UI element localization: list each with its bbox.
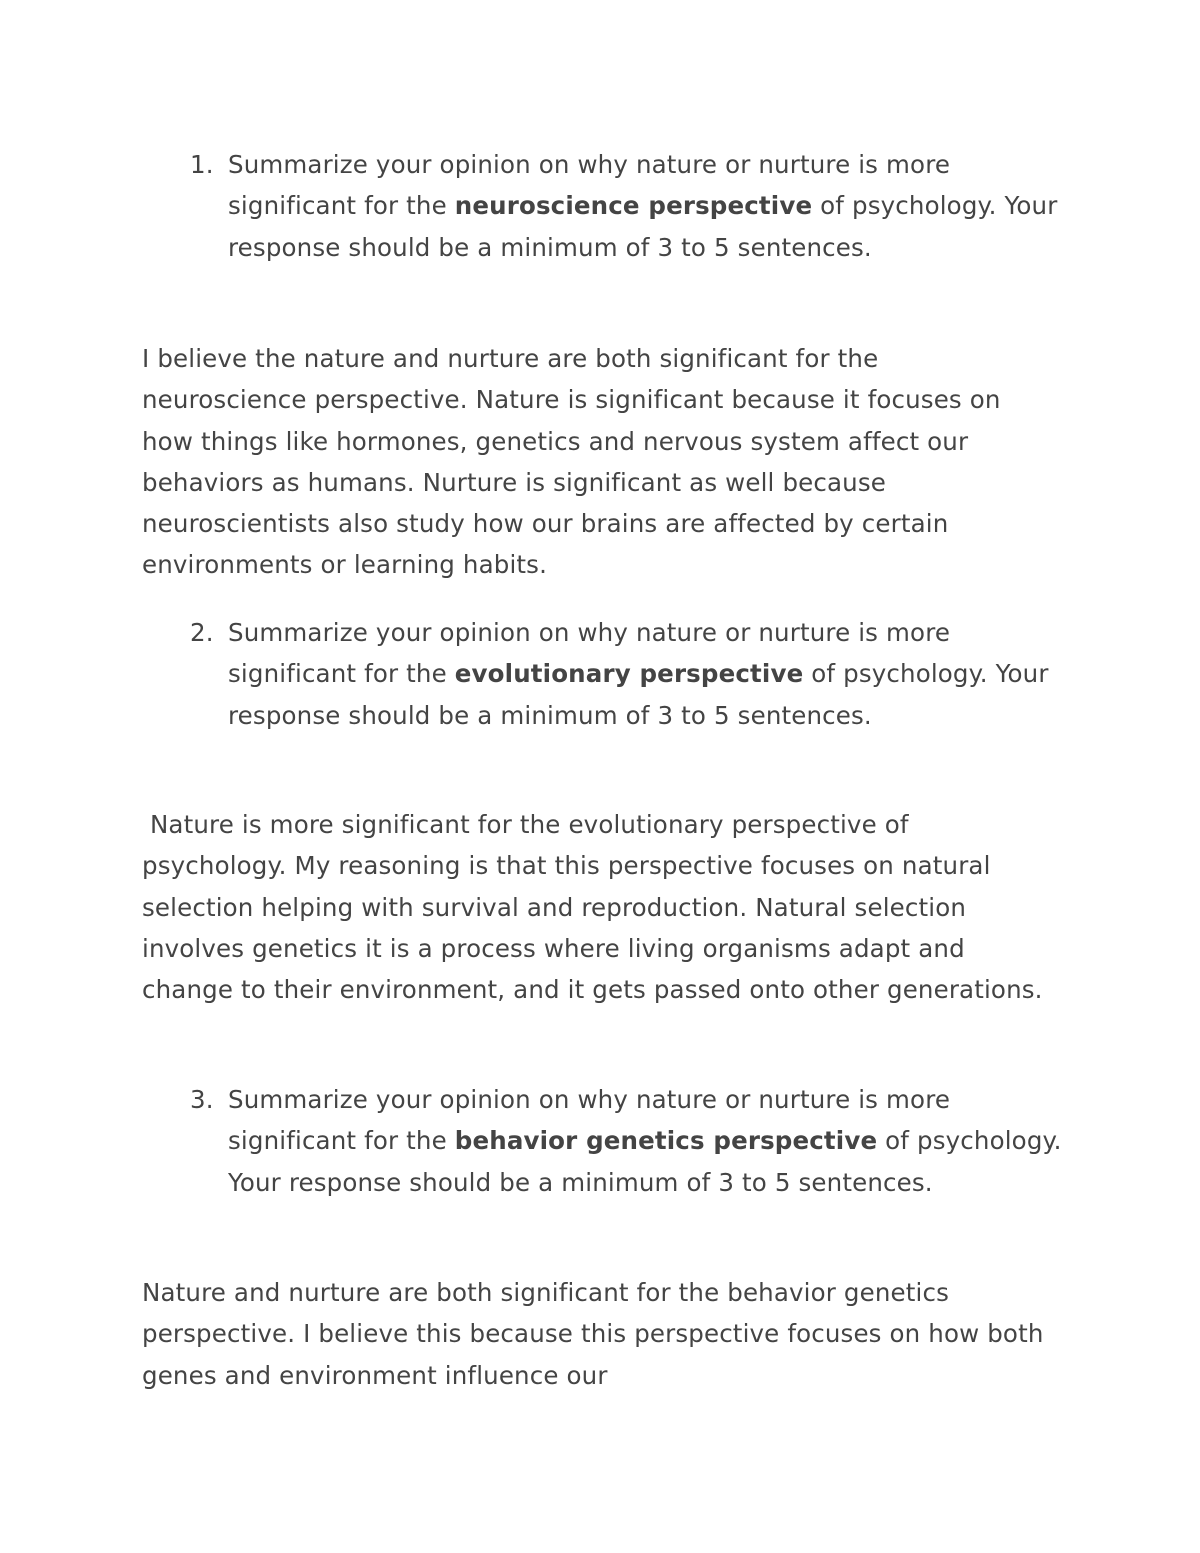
question-3-text xyxy=(228,1079,1078,1203)
question-2-text xyxy=(228,612,1078,736)
question-3-text-before: Summarize your opinion on why nature or nurture is more significant for the xyxy=(228,1085,951,1156)
question-3-number: 3. xyxy=(190,1085,214,1114)
question-2-text-after: of psychology. Your response should be a minimum of 3 to 5 sentences. xyxy=(228,659,1049,730)
question-3-bold-term: behavior genetics perspective xyxy=(454,1126,878,1156)
question-2 xyxy=(142,612,1102,736)
question-1 xyxy=(142,144,1102,268)
question-3 xyxy=(142,1079,1102,1203)
question-3-text-after: of psychology. Your response should be a minimum of 3 to 5 sentences. xyxy=(228,1126,1062,1197)
question-1-text-after: of psychology. Your response should be a minimum of 3 to 5 sentences. xyxy=(228,191,1058,262)
question-2-number: 2. xyxy=(190,618,214,647)
question-1-text xyxy=(228,144,1078,268)
question-1-bold-term: neuroscience perspective xyxy=(454,191,813,221)
answer-1: I believe the nature and nurture are both significant for the neuroscience perspective. Nature is significant because it focuses on how things like hormones, genetics and nervous system affect our behaviors as humans. Nurture is significant as well because neuroscientists also study how our brains are affected by certain environments or learning habits. xyxy=(142,344,1009,580)
answer-2: Nature is more significant for the evolutionary perspective of psychology. My reasoning is that this perspective focuses on natural selection helping with survival and reproduction. Natural selection involves genetics it is a process where living organisms adapt and change to their environment, and it gets passed onto other generations. xyxy=(142,810,1043,1005)
question-2-bold-term: evolutionary perspective xyxy=(454,659,804,689)
question-1-text-before: Summarize your opinion on why nature or nurture is more significant for the xyxy=(228,150,951,221)
answer-3: Nature and nurture are both significant for the behavior genetics perspective. I believe this because this perspective focuses on how both genes and environment influence our xyxy=(142,1278,1052,1390)
question-2-text-before: Summarize your opinion on why nature or nurture is more significant for the xyxy=(228,618,951,689)
question-1-number: 1. xyxy=(190,150,214,179)
